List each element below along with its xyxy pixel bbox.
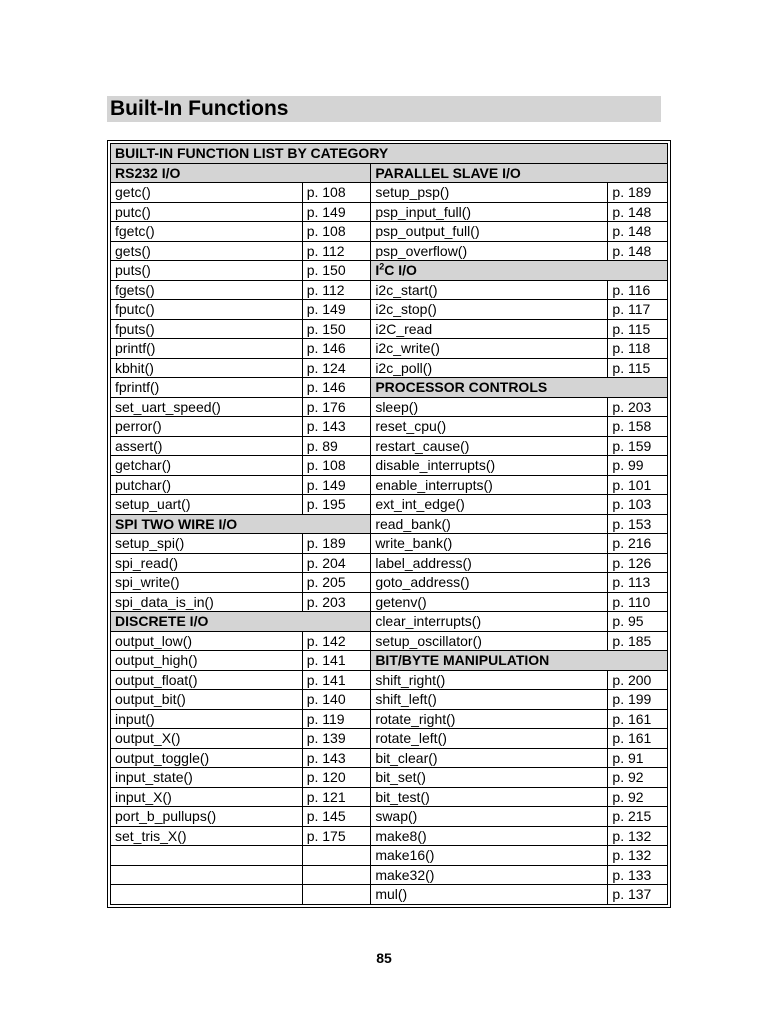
function-name: output_low() <box>111 631 303 651</box>
function-name: input() <box>111 709 303 729</box>
function-name: make32() <box>371 865 608 885</box>
table-row <box>111 807 668 827</box>
table-row <box>111 885 668 905</box>
table-row <box>111 319 668 339</box>
function-name: spi_data_is_in() <box>111 592 303 612</box>
function-name: shift_left() <box>371 690 608 710</box>
page-ref: p. 175 <box>302 826 371 846</box>
function-name <box>111 885 303 905</box>
page-ref: p. 116 <box>608 280 668 300</box>
function-name: setup_oscillator() <box>371 631 608 651</box>
page-ref: p. 150 <box>302 261 371 281</box>
function-name: setup_spi() <box>111 534 303 554</box>
function-name: getchar() <box>111 456 303 476</box>
table-row <box>111 534 668 554</box>
page-ref: p. 99 <box>608 456 668 476</box>
page-ref: p. 141 <box>302 670 371 690</box>
table-row <box>111 378 668 398</box>
page-ref: p. 101 <box>608 475 668 495</box>
function-name: i2c_poll() <box>371 358 608 378</box>
table-row <box>111 202 668 222</box>
function-name: make8() <box>371 826 608 846</box>
function-name: getc() <box>111 183 303 203</box>
function-name: psp_input_full() <box>371 202 608 222</box>
page-ref: p. 148 <box>608 222 668 242</box>
function-name: swap() <box>371 807 608 827</box>
function-name: set_uart_speed() <box>111 397 303 417</box>
table-title-row <box>111 144 668 164</box>
table-row <box>111 241 668 261</box>
function-name: reset_cpu() <box>371 417 608 437</box>
table-row <box>111 339 668 359</box>
page-ref <box>302 865 371 885</box>
page-ref: p. 112 <box>302 241 371 261</box>
page-ref <box>302 885 371 905</box>
page-ref: p. 149 <box>302 300 371 320</box>
section-header-bar <box>107 96 661 122</box>
page-ref: p. 200 <box>608 670 668 690</box>
function-name: label_address() <box>371 553 608 573</box>
page-ref: p. 108 <box>302 222 371 242</box>
page-ref: p. 185 <box>608 631 668 651</box>
function-name: output_X() <box>111 729 303 749</box>
page-ref: p. 126 <box>608 553 668 573</box>
function-name: fputc() <box>111 300 303 320</box>
page-ref: p. 204 <box>302 553 371 573</box>
page-ref: p. 113 <box>608 573 668 593</box>
page-ref: p. 146 <box>302 339 371 359</box>
page-ref: p. 139 <box>302 729 371 749</box>
function-name: bit_test() <box>371 787 608 807</box>
function-name: spi_write() <box>111 573 303 593</box>
table-row <box>111 670 668 690</box>
function-name: sleep() <box>371 397 608 417</box>
category-header: SPI TWO WIRE I/O <box>111 514 371 534</box>
page-ref: p. 148 <box>608 202 668 222</box>
page-ref: p. 121 <box>302 787 371 807</box>
function-name: rotate_right() <box>371 709 608 729</box>
page-ref: p. 103 <box>608 495 668 515</box>
page-ref: p. 189 <box>608 183 668 203</box>
function-table <box>110 143 668 905</box>
function-name: shift_right() <box>371 670 608 690</box>
function-name <box>111 846 303 866</box>
function-table-frame <box>107 140 671 908</box>
function-name: assert() <box>111 436 303 456</box>
table-row <box>111 612 668 632</box>
category-header: RS232 I/O <box>111 163 371 183</box>
page-ref: p. 149 <box>302 475 371 495</box>
page-title: Built-In Functions <box>110 97 289 120</box>
table-row <box>111 261 668 281</box>
function-name: goto_address() <box>371 573 608 593</box>
page-ref: p. 108 <box>302 183 371 203</box>
page-ref: p. 143 <box>302 748 371 768</box>
function-name: input_X() <box>111 787 303 807</box>
page-ref: p. 189 <box>302 534 371 554</box>
function-name: psp_output_full() <box>371 222 608 242</box>
function-name: bit_clear() <box>371 748 608 768</box>
function-name: putc() <box>111 202 303 222</box>
table-row <box>111 768 668 788</box>
page-ref: p. 110 <box>608 592 668 612</box>
page-ref: p. 161 <box>608 729 668 749</box>
table-row <box>111 709 668 729</box>
function-name: rotate_left() <box>371 729 608 749</box>
table-row <box>111 280 668 300</box>
function-name: enable_interrupts() <box>371 475 608 495</box>
function-name: make16() <box>371 846 608 866</box>
page-ref: p. 146 <box>302 378 371 398</box>
function-name: setup_uart() <box>111 495 303 515</box>
page-ref: p. 119 <box>302 709 371 729</box>
category-header: PROCESSOR CONTROLS <box>371 378 668 398</box>
page-ref: p. 118 <box>608 339 668 359</box>
page-ref: p. 203 <box>302 592 371 612</box>
table-row <box>111 787 668 807</box>
page-ref: p. 140 <box>302 690 371 710</box>
page-ref: p. 137 <box>608 885 668 905</box>
table-row <box>111 163 668 183</box>
page-ref: p. 148 <box>608 241 668 261</box>
page-ref: p. 115 <box>608 319 668 339</box>
page-ref: p. 142 <box>302 631 371 651</box>
page-ref: p. 132 <box>608 846 668 866</box>
page-ref: p. 216 <box>608 534 668 554</box>
function-name: kbhit() <box>111 358 303 378</box>
table-title: BUILT-IN FUNCTION LIST BY CATEGORY <box>111 144 668 164</box>
category-header: DISCRETE I/O <box>111 612 371 632</box>
function-name: i2C_read <box>371 319 608 339</box>
table-row <box>111 631 668 651</box>
function-name: output_bit() <box>111 690 303 710</box>
table-row <box>111 846 668 866</box>
table-row <box>111 690 668 710</box>
function-name: setup_psp() <box>371 183 608 203</box>
function-name: input_state() <box>111 768 303 788</box>
table-row <box>111 651 668 671</box>
page-ref: p. 145 <box>302 807 371 827</box>
function-name: fputs() <box>111 319 303 339</box>
function-name: spi_read() <box>111 553 303 573</box>
function-name: puts() <box>111 261 303 281</box>
table-row <box>111 475 668 495</box>
function-name: port_b_pullups() <box>111 807 303 827</box>
table-row <box>111 397 668 417</box>
table-row <box>111 456 668 476</box>
function-name: disable_interrupts() <box>371 456 608 476</box>
function-name: ext_int_edge() <box>371 495 608 515</box>
page-ref: p. 150 <box>302 319 371 339</box>
page-ref: p. 143 <box>302 417 371 437</box>
function-name: i2c_stop() <box>371 300 608 320</box>
table-row <box>111 865 668 885</box>
page-ref: p. 195 <box>302 495 371 515</box>
function-name: restart_cause() <box>371 436 608 456</box>
page-ref: p. 215 <box>608 807 668 827</box>
table-row <box>111 436 668 456</box>
function-name: i2c_write() <box>371 339 608 359</box>
table-row <box>111 592 668 612</box>
table-row <box>111 553 668 573</box>
function-name <box>111 865 303 885</box>
page-ref: p. 120 <box>302 768 371 788</box>
function-name: output_high() <box>111 651 303 671</box>
page-ref: p. 132 <box>608 826 668 846</box>
function-name: perror() <box>111 417 303 437</box>
function-name: putchar() <box>111 475 303 495</box>
function-name: mul() <box>371 885 608 905</box>
table-row <box>111 729 668 749</box>
page-ref: p. 124 <box>302 358 371 378</box>
function-name: output_toggle() <box>111 748 303 768</box>
function-name: fgets() <box>111 280 303 300</box>
page-ref: p. 176 <box>302 397 371 417</box>
table-row <box>111 826 668 846</box>
page-ref: p. 161 <box>608 709 668 729</box>
page-ref: p. 115 <box>608 358 668 378</box>
page-ref: p. 112 <box>302 280 371 300</box>
table-row <box>111 358 668 378</box>
page-ref: p. 89 <box>302 436 371 456</box>
function-name: fgetc() <box>111 222 303 242</box>
page-ref: p. 95 <box>608 612 668 632</box>
page-ref: p. 117 <box>608 300 668 320</box>
page-ref: p. 153 <box>608 514 668 534</box>
table-row <box>111 417 668 437</box>
page-ref <box>302 846 371 866</box>
table-row <box>111 573 668 593</box>
table-row <box>111 495 668 515</box>
page-ref: p. 149 <box>302 202 371 222</box>
function-name: printf() <box>111 339 303 359</box>
category-header: PARALLEL SLAVE I/O <box>371 163 668 183</box>
page-number: 85 <box>376 950 392 966</box>
page-ref: p. 158 <box>608 417 668 437</box>
page-ref: p. 133 <box>608 865 668 885</box>
function-name: read_bank() <box>371 514 608 534</box>
table-row <box>111 748 668 768</box>
function-name: output_float() <box>111 670 303 690</box>
page-ref: p. 203 <box>608 397 668 417</box>
category-header: $I^2C$ I/O <box>371 261 668 281</box>
function-name: fprintf() <box>111 378 303 398</box>
page-ref: p. 108 <box>302 456 371 476</box>
table-row <box>111 183 668 203</box>
page-ref: p. 91 <box>608 748 668 768</box>
table-row <box>111 222 668 242</box>
page-ref: p. 92 <box>608 768 668 788</box>
function-name: gets() <box>111 241 303 261</box>
function-name: getenv() <box>371 592 608 612</box>
page-ref: p. 205 <box>302 573 371 593</box>
page-ref: p. 141 <box>302 651 371 671</box>
function-name: psp_overflow() <box>371 241 608 261</box>
page-ref: p. 92 <box>608 787 668 807</box>
table-row <box>111 514 668 534</box>
function-name: set_tris_X() <box>111 826 303 846</box>
page-ref: p. 159 <box>608 436 668 456</box>
function-name: clear_interrupts() <box>371 612 608 632</box>
function-name: bit_set() <box>371 768 608 788</box>
page-ref: p. 199 <box>608 690 668 710</box>
category-header: BIT/BYTE MANIPULATION <box>371 651 668 671</box>
function-name: i2c_start() <box>371 280 608 300</box>
table-row <box>111 300 668 320</box>
function-name: write_bank() <box>371 534 608 554</box>
